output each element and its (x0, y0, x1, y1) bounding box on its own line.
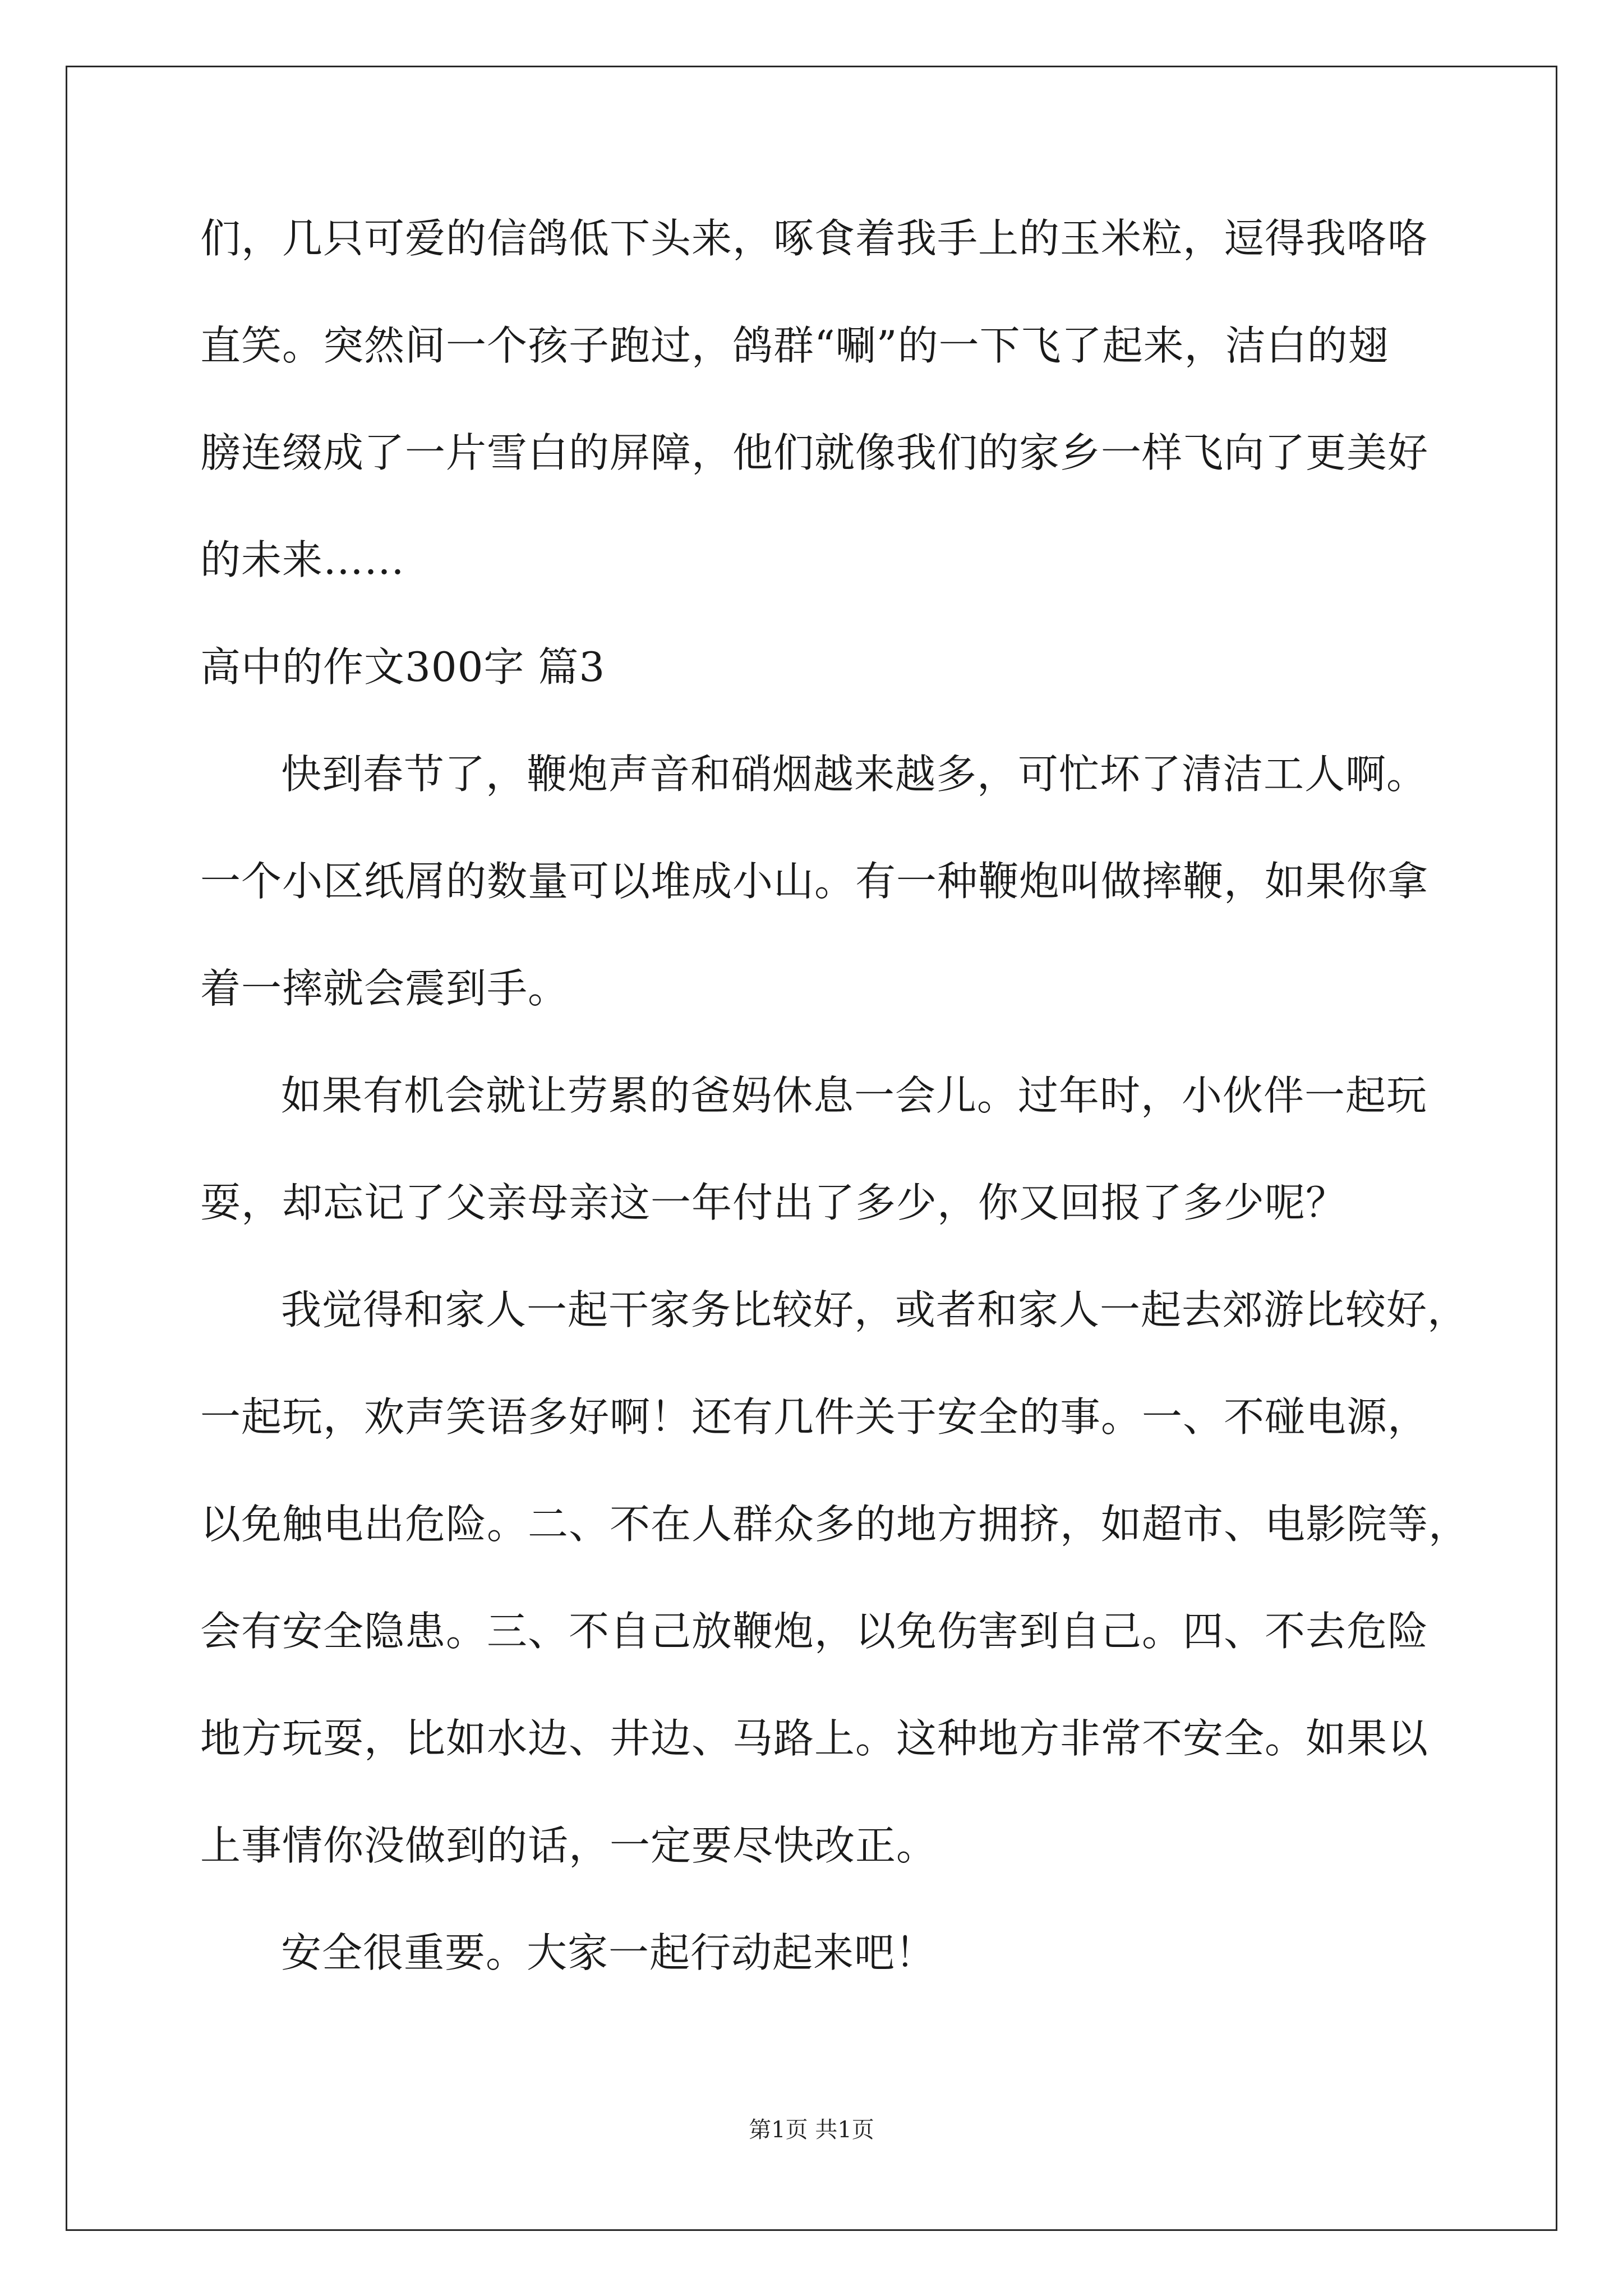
text-line: 上事情你没做到的话，一定要尽快改正。 (200, 1822, 938, 1869)
paragraph-start: 快到春节了，鞭炮声音和硝烟越来越多，可忙坏了清洁工人啊。 (281, 751, 1428, 798)
text-line: 直笑。突然间一个孩子跑过，鸽群“唰”的一下飞了起来，洁白的翅 (200, 322, 1389, 369)
text-line: 一起玩，欢声笑语多好啊！还有几件关于安全的事。一、不碰电源， (200, 1393, 1429, 1441)
text-line: 的未来…… (200, 536, 405, 583)
text-line: 膀连缀成了一片雪白的屏障，他们就像我们的家乡一样飞向了更美好 (200, 429, 1429, 476)
paragraph-start: 如果有机会就让劳累的爸妈休息一会儿。过年时，小伙伴一起玩 (281, 1072, 1428, 1119)
section-heading: 高中的作文300字 篇3 (200, 643, 606, 691)
page-number-footer: 第1页 共1页 (749, 2117, 874, 2143)
paragraph-start: 我觉得和家人一起干家务比较好，或者和家人一起去郊游比较好， (281, 1286, 1469, 1333)
paragraph-start: 安全很重要。大家一起行动起来吧！ (281, 1929, 937, 1976)
text-line: 着一摔就会震到手。 (200, 965, 569, 1012)
text-line: 一个小区纸屑的数量可以堆成小山。有一种鞭炮叫做摔鞭，如果你拿 (200, 858, 1429, 905)
page-border (66, 66, 1557, 2231)
text-line: 们，几只可爱的信鸽低下头来，啄食着我手上的玉米粒，逗得我咯咯 (200, 215, 1429, 262)
text-line: 以免触电出危险。二、不在人群众多的地方拥挤，如超市、电影院等， (200, 1501, 1470, 1548)
text-line: 地方玩耍，比如水边、井边、马路上。这种地方非常不安全。如果以 (200, 1715, 1429, 1762)
text-line: 耍，却忘记了父亲母亲这一年付出了多少，你又回报了多少呢？ (200, 1179, 1347, 1226)
text-line: 会有安全隐患。三、不自己放鞭炮，以免伤害到自己。四、不去危险 (200, 1608, 1429, 1655)
